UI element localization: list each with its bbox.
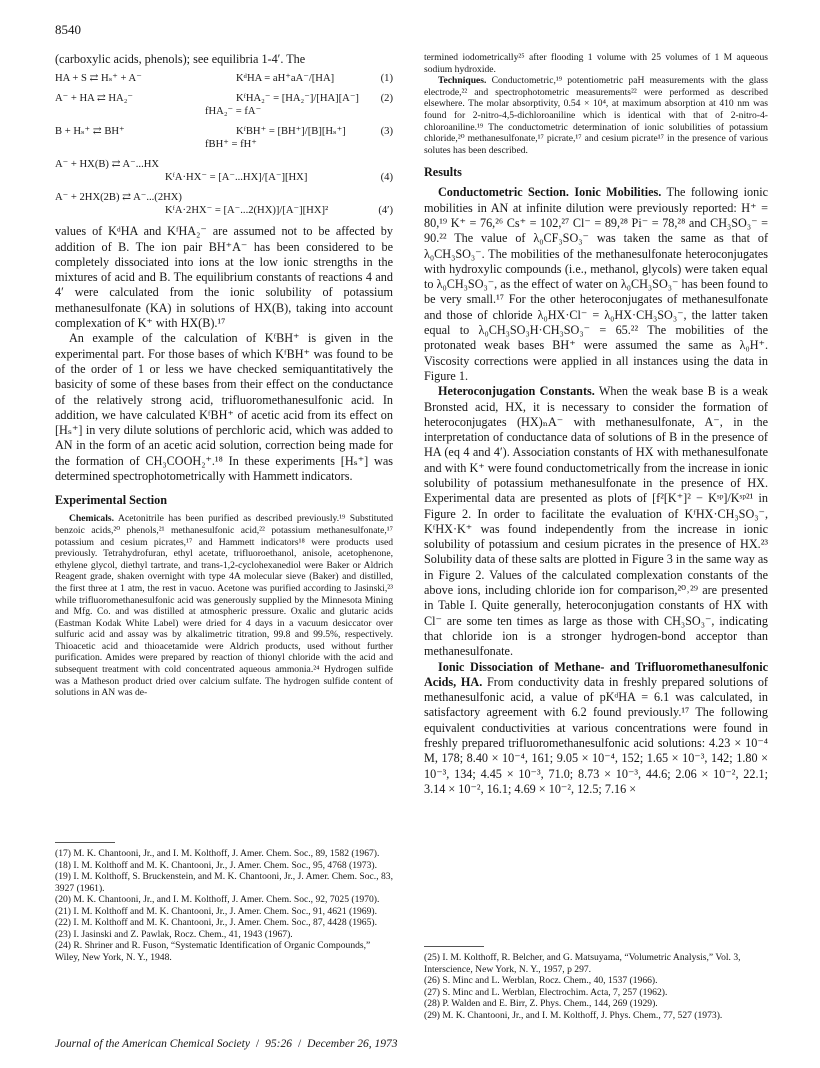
reference-29: (29) M. K. Chantooni, Jr., and I. M. Kolthoff, J. Phys. Chem., 77, 527 (1973). [424, 1009, 723, 1021]
equation-3 [55, 125, 393, 138]
equation-4-reaction-line [55, 158, 393, 171]
reference-27: (27) S. Minc and L. Werblan, Electrochim. Acta, 7, 257 (1962). [424, 986, 668, 998]
right-references [424, 952, 768, 1021]
right-continuation: termined iodometrically²⁵ after flooding 1 volume with 25 volumes of 1 M aqueous sodium hydroxide. [424, 52, 768, 75]
chemicals-label: Chemicals. [69, 513, 115, 525]
equation-2-number: (2) [380, 93, 393, 105]
footer-volume: 95:26 [265, 1038, 292, 1050]
equation-4p-reaction: A⁻ + 2HX(2B) ⇄ A⁻...(2HX) [55, 192, 182, 204]
page-number: 8540 [55, 22, 81, 37]
equation-2-reaction: A⁻ + HA ⇄ HA₂⁻ [55, 93, 133, 105]
reference-22: (22) I. M. Kolthoff and M. K. Chantooni, Jr., J. Amer. Chem. Soc., 87, 4428 (1965). [55, 917, 377, 928]
chemicals-text: Acetonitrile has been purified as described previously.¹⁹ Substituted benzoic acids,²⁰ phenols,²¹ methanesulfonic acid,²² potassium methanesulfonate,¹⁷ potassium and cesium picrates,¹⁷ and Hammett indicators¹⁸ were products used previously. Tetrahydrofuran, ethyl acetate, trifluoroethanol, anisole, acetophenone, ethylene glycol, diethyl tartrate, and trans-1,2-cyclohexanediol were Baker or Aldrich Reagent grade, shaken overnight with type 4A molecular sieve (Baker) and distilled, the first three at 1 atm, the rest in vacuo. Acetone was purified according to Jasinski,²³ while trifluoromethanesulfonic acid was generously supplied by the Minnesota Mining and Mfg. Co. and was distilled at atmospheric pressure. Oxalic and glutaric acids (Eastman Kodak White Label) were dried for 4 days in a vacuum desiccator over sulfuric acid and assay was by alkalimetric titration, 99.8 and 99.5%, respectively. Thioacetic acid and thioacetamide were Aldrich products, used without further purification. Amides were prepared by reaction of thionyl chloride with the acid and subsequent treatment with cold concentrated aqueous ammonia.²⁴ Hydrogen sulfide was a Matheson product dried over calcium sulfate. The hydrogen sulfide content of solutions in AN was de- [55, 513, 393, 699]
conductometric-paragraph [424, 185, 768, 384]
equation-4 [55, 171, 393, 184]
reference-19: (19) I. M. Kolthoff, S. Bruckenstein, and M. K. Chantooni, Jr., J. Amer. Chem. Soc., 83, 3927 (1961). [55, 871, 393, 894]
experimental-heading: Experimental Section [55, 493, 168, 508]
equation-4p-number: (4′) [378, 205, 393, 217]
right-column [424, 52, 768, 797]
equation-3-activity: fBH⁺ = fH⁺ [205, 139, 257, 151]
left-paragraph-2: An example of the calculation of KᶠBH⁺ is given in the experimental part. For those bases of which KᶠBH⁺ was found to be of the order of 1 or less we have checked semiquantitatively the basicity of some of these bases from their effect on the conductance of the relatively strong acid, trifluoromethanesulfonic acid. In addition, we have calculated KᶠBH⁺ of acetic acid from its effect on [Hₛ⁺] in very dilute solutions of perchloric acid, which was added to AN in the form of an acetic acid solution, correction being made for the formation of CH₃COOH₂⁺.¹⁸ In these experiments [Hₛ⁺] was determined spectrophotometrically with Hammett indicators. [55, 331, 393, 484]
equation-2-constant: KᶠHA₂⁻ = [HA₂⁻]/[HA][A⁻] [236, 93, 359, 105]
heteroconjugation-text: When the weak base B is a weak Bronsted acid, HX, it is necessary to consider the formation of heteroconjugates (HX)ₙA⁻ with methanesulfonate, A⁻, in the interpretation of conductance data of solutions of B in the presence of HA (eq 4 and 4′). Association constants of HX with methanesulfonate and with K⁺ were found conductometrically from the increase in ionic solubility of potassium methanesulfonate in the presence of HX. Experimental data are presented as plots of [f²[K⁺]² − Kˢᵖ]/Kˢᵖ²¹ in Figure 2. In order to facilitate the evaluation of KᶠHX·CH₃SO₃⁻, KᶠHX·K⁺ was found independently from the increase in ionic solubility of potassium and cesium picrates in the presence of HX.²³ Solubility data of these salts are plotted in Figure 3 in the same way as in Figure 2. Values of the calculated complexation constants of the above ions, including chloride ion for comparison,²⁰˒²⁹ are presented in Table I. Quite generally, heteroconjugation constants of HX with Cl⁻ are some ten times as large as those with CH₃SO₃⁻, indicating that chloride ion is a stronger hydrogen-bond acceptor than methanesulfonate. [424, 384, 768, 659]
reference-23: (23) I. Jasinski and Z. Pawlak, Rocz. Chem., 41, 1943 (1967). [55, 928, 293, 940]
equation-3-number: (3) [380, 126, 393, 138]
equation-2-activity: fHA₂⁻ = fA⁻ [205, 106, 262, 118]
reference-17: (17) M. K. Chantooni, Jr., and I. M. Kolthoff, J. Amer. Chem. Soc., 89, 1582 (1967). [55, 848, 380, 859]
footer-date: December 26, 1973 [307, 1038, 398, 1050]
chemicals-paragraph [55, 513, 393, 699]
left-intro: (carboxylic acids, phenols); see equilibria 1-4′. The [55, 52, 306, 66]
ionic-dissociation-label: Ionic Dissociation of Methane- and Trifluoromethanesulfonic Acids, HA. [424, 659, 768, 689]
reference-25: (25) I. M. Kolthoff, R. Belcher, and G. Matsuyama, “Volumetric Analysis,” Vol. 3, Interscience, New York, N. Y., 1957, p 297. [424, 952, 741, 975]
page-footer: Journal of the American Chemical Society / 95:26 / December 26, 1973 [55, 1038, 398, 1050]
equation-4-number: (4) [380, 172, 393, 184]
equation-3-constant: KᶠBH⁺ = [BH⁺]/[B][Hₛ⁺] [236, 126, 346, 138]
heteroconjugation-paragraph [424, 384, 768, 659]
reference-24: (24) R. Shriner and R. Fuson, “Systematic Identification of Organic Compounds,” Wiley, New York, N. Y., 1948. [55, 940, 371, 963]
equation-4p-reaction-line [55, 191, 393, 204]
reference-20: (20) M. K. Chantooni, Jr., and I. M. Kolthoff, J. Amer. Chem. Soc., 92, 7025 (1970). [55, 894, 380, 905]
equation-4-reaction: A⁻ + HX(B) ⇄ A⁻...HX [55, 159, 160, 171]
equation-4-constant: KᶠA·HX⁻ = [A⁻...HX]/[A⁻][HX] [165, 172, 308, 184]
equation-4p [55, 204, 393, 217]
techniques-label: Techniques. [438, 75, 487, 87]
left-column [55, 52, 393, 699]
techniques-text: Conductometric,¹⁹ potentiometric paH measurements with the glass electrode,²² and spectrophotometric measurements²² were performed as described elsewhere. The molar absorptivity, 0.54 × 10⁴, at maximum absorption at 410 nm was found for 2-nitro-4,5-dichloroaniline which is identical with that of 2-nitro-4-chloroaniline.¹⁹ The conductometric determination of ionic solubilities of potassium chloride,²⁰ methanesulfonate,¹⁷ picrate,¹⁷ and cesium picrate¹⁷ in the presence of various solutes has been described. [424, 75, 769, 156]
equation-4p-constant: KᶠA·2HX⁻ = [A⁻...2(HX)]/[A⁻][HX]² [165, 205, 329, 217]
left-paragraph-1: values of KᵈHA and KᶠHA₂⁻ are assumed not to be affected by addition of B. The ion pair BH⁺A⁻ has been considered to be completely dissociated into ions at the low ionic strengths in the mixtures of acid and B. The equilibrium constants of reactions 4 and 4′ were calculated from the ionic solubility of potassium methanesulfonate (KA) in solutions of HX(B), taking into account complexation of K⁺ with HX(B).¹⁷ [55, 224, 393, 331]
equation-1-number: (1) [380, 73, 393, 85]
equation-1-constant: KᵈHA = aH⁺aA⁻/[HA] [236, 73, 335, 85]
results-heading: Results [424, 165, 462, 180]
reference-28: (28) P. Walden and E. Birr, Z. Phys. Chem., 144, 269 (1929). [424, 998, 658, 1009]
footer-journal: Journal of the American Chemical Society [55, 1038, 250, 1050]
techniques-paragraph [424, 75, 768, 156]
equation-3-reaction: B + Hₛ⁺ ⇄ BH⁺ [55, 126, 125, 138]
right-footnote-rule [424, 946, 484, 947]
equation-2 [55, 92, 393, 105]
equation-1-reaction: HA + S ⇄ Hₛ⁺ + A⁻ [55, 73, 142, 85]
ionic-dissociation-paragraph [424, 660, 768, 798]
reference-21: (21) I. M. Kolthoff and M. K. Chantooni, Jr., J. Amer. Chem. Soc., 91, 4621 (1969). [55, 905, 377, 917]
heteroconjugation-label: Heteroconjugation Constants. [438, 384, 595, 399]
left-footnote-rule [55, 842, 115, 843]
left-references [55, 848, 393, 963]
conductometric-text: The following ionic mobilities in AN at infinite dilution were previously reported: H⁺ = 80,¹⁹ K⁺ = 76,²⁶ Cs⁺ = 102,²⁷ Cl⁻ = 89,²⁸ Pi⁻ = 78,²⁸ and CH₃SO₃⁻ = 90.²² The value of λ₀CF₃SO₃⁻ was taken the same as that of λ₀CH₃SO₃⁻. The mobilities of the methanesulfonate heteroconjugates with hydroxylic compounds (i.e., methanol, glycols) were taken equal to λ₀CH₃SO₃⁻, as the effect of water on λ₀CH₃SO₃⁻ has been found to be very small.¹⁷ For the other heteroconjugates of methanesulfonate and those of chloride λ₀HX·Cl⁻ = λ₀HX·CH₃SO₃⁻, the latter taken equal to λ₀CH₃SO₃H·CH₃SO₃⁻ = 65.²² The mobilities of the protonated weak bases BH⁺ were assumed the same as λ₀H⁺. Viscosity corrections were applied in all instances using the data in Figure 1. [424, 185, 768, 383]
equation-1 [55, 72, 393, 85]
ionic-dissociation-text: From conductivity data in freshly prepared solutions of methanesulfonic acid, a value of pKᵈHA = 6.1 was calculated, in satisfactory agreement with 6.2 found previously.¹⁷ The following equivalent conductivities at various concentrations were found in freshly prepared trifluoromethanesulfonic acid solutions: 4.23 × 10⁻⁴ M, 178; 8.40 × 10⁻⁴, 161; 9.05 × 10⁻⁴, 152; 1.65 × 10⁻³, 142; 1.80 × 10⁻³, 134; 4.45 × 10⁻³, 71.0; 8.73 × 10⁻³, 44.6; 2.06 × 10⁻², 22.1; 3.14 × 10⁻², 16.1; 4.69 × 10⁻², 12.5; 7.16 × [424, 674, 768, 796]
reference-18: (18) I. M. Kolthoff and M. K. Chantooni, Jr., J. Amer. Chem. Soc., 95, 4768 (1973). [55, 859, 377, 871]
reference-26: (26) S. Minc and L. Werblan, Rocz. Chem., 40, 1537 (1966). [424, 975, 658, 986]
conductometric-label: Conductometric Section. Ionic Mobilities. [438, 185, 662, 200]
